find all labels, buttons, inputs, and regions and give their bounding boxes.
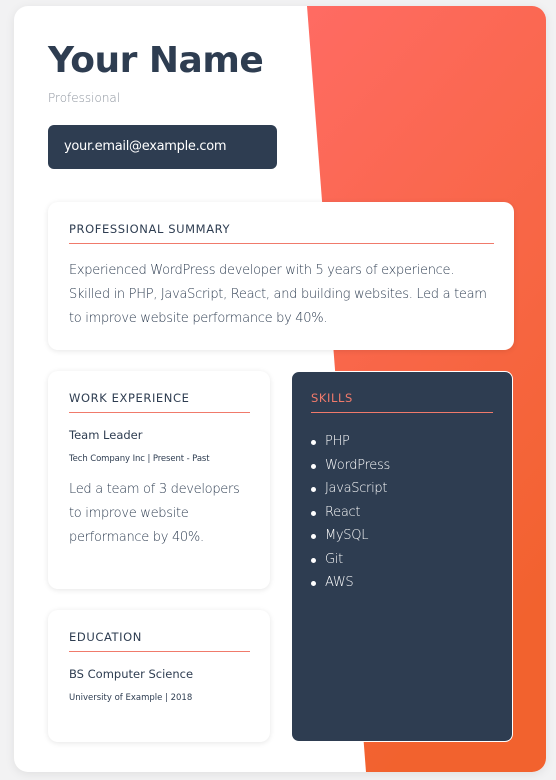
list-item: AWS [311,571,493,595]
list-item: Git [311,548,493,572]
education-card [48,610,270,742]
work-experience-heading: WORK EXPERIENCE [69,391,250,413]
job-description: Led a team of 3 developers to improve website performance by 40%. [69,482,240,545]
list-item: WordPress [311,454,493,478]
list-item: MySQL [311,524,493,548]
list-item: JavaScript [311,477,493,501]
job-meta: Tech Company Inc | Present - Past [69,454,210,464]
work-experience-card [48,371,270,589]
education-degree: BS Computer Science [69,667,194,681]
education-meta: University of Example | 2018 [69,693,193,703]
education-heading: EDUCATION [69,630,250,652]
job-title: Team Leader [69,428,143,442]
email-link[interactable]: your.email@example.com [48,125,277,169]
job-title-subtitle: Professional [48,91,121,105]
summary-text: Experienced WordPress developer with 5 years of experience. Skilled in PHP, JavaScript, React, and building websites. Led a team to improve website performance by 40%. [69,263,487,326]
list-item: React [311,501,493,525]
skills-list [311,430,493,595]
skills-heading: SKILLS [311,391,493,413]
summary-heading: PROFESSIONAL SUMMARY [69,222,494,244]
full-name: Your Name [48,40,264,81]
summary-card [48,202,514,350]
list-item: PHP [311,430,493,454]
resume-page [14,6,546,772]
skills-card [291,371,513,742]
